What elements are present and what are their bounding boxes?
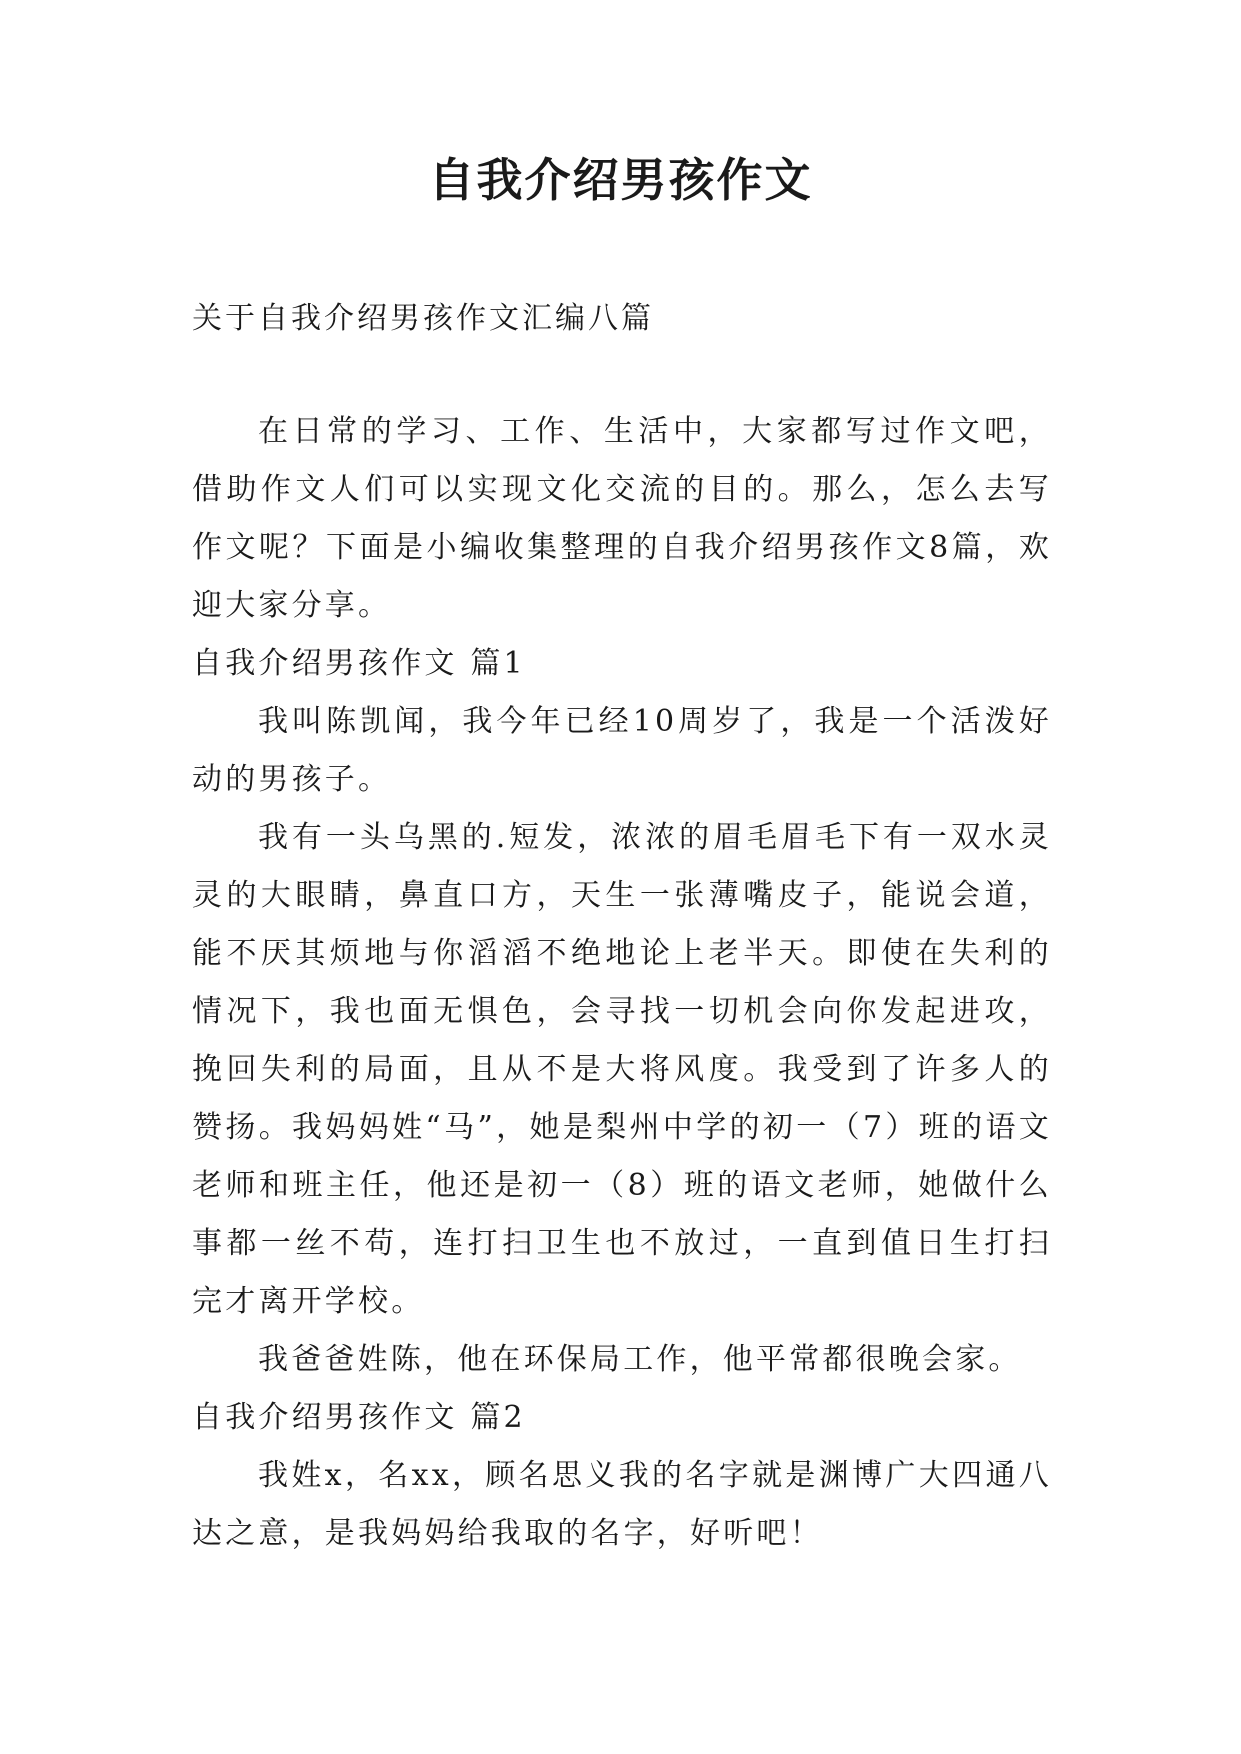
intro-paragraph: 在日常的学习、工作、生活中，大家都写过作文吧，借助作文人们可以实现文化交流的目的。那么，怎么去写作文呢？下面是小编收集整理的自我介绍男孩作文8篇，欢迎大家分享。 <box>192 414 1052 623</box>
paragraph: 我有一头乌黑的.短发，浓浓的眉毛眉毛下有一双水灵灵的大眼睛，鼻直口方，天生一张薄嘴皮子，能说会道，能不厌其烦地与你滔滔不绝地论上老半天。即使在失利的情况下，我也面无惧色，会寻找一切机会向你发起进攻，挽回失利的局面，且从不是大将风度。我受到了许多人的赞扬。我妈妈姓“马”，她是梨州中学的初一（7）班的语文老师和班主任，他还是初一（8）班的语文老师，她做什么事都一丝不苟，连打扫卫生也不放过，一直到值日生打扫完才离开学校。 <box>192 820 1052 1319</box>
document-title: 自我介绍男孩作文 <box>428 153 813 207</box>
paragraph: 我叫陈凯闻，我今年已经10周岁了，我是一个活泼好动的男孩子。 <box>192 704 1052 797</box>
document-body <box>192 403 1052 1563</box>
section-heading-2: 自我介绍男孩作文 篇2 <box>192 1400 526 1435</box>
section-heading-1: 自我介绍男孩作文 篇1 <box>192 646 526 681</box>
document-subtitle: 关于自我介绍男孩作文汇编八篇 <box>192 301 654 336</box>
paragraph: 我姓x，名xx，顾名思义我的名字就是渊博广大四通八达之意，是我妈妈给我取的名字，好听吧！ <box>192 1458 1052 1551</box>
paragraph: 我爸爸姓陈，他在环保局工作，他平常都很晚会家。 <box>258 1342 1022 1377</box>
